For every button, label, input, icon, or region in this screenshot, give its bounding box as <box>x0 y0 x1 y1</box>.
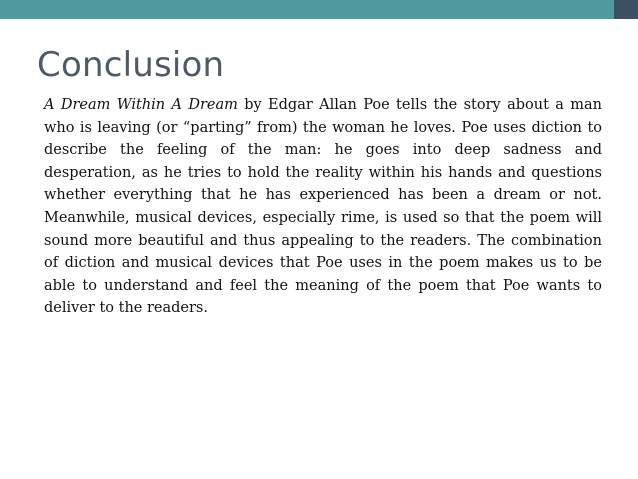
poem-title: A Dream Within A Dream <box>44 97 238 113</box>
paragraph-text: by Edgar Allan Poe tells the story about a man who is leaving (or “parting” from) the woman he loves. Poe uses diction to describe the feeling of the man: he goes into deep sadness and desperation, as he tries to hold the reality within his hands and questions whether everything that he has experienced has been a dream or not. Meanwhile, musical devices, especially rime, is used so that the poem will sound more beautiful and thus appealing to the readers. The combination of diction and musical devices that Poe uses in the poem makes us to be able to understand and feel the meaning of the poem that Poe wants to deliver to the readers. <box>44 97 602 317</box>
header-accent-bar <box>0 0 614 19</box>
header-corner-block <box>614 0 638 19</box>
conclusion-paragraph <box>44 94 602 320</box>
slide-title: Conclusion <box>37 45 225 85</box>
